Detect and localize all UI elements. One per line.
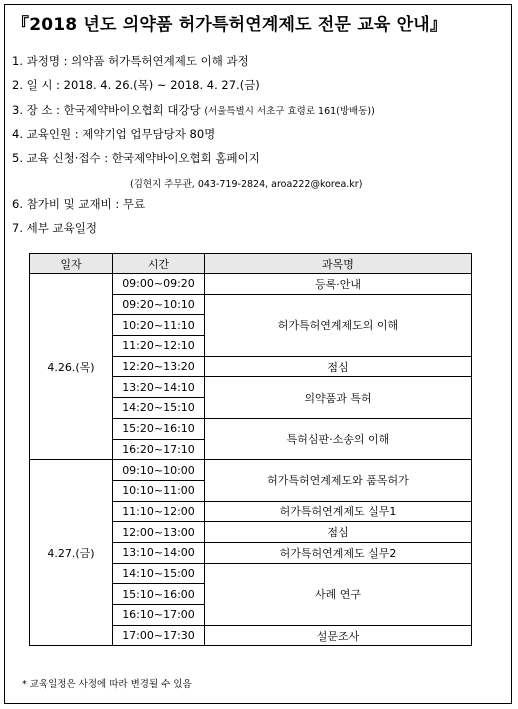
subject-cell: 허가특허연계제도 실무2 bbox=[205, 542, 472, 563]
course-audience: 4. 교육인원 : 제약기업 업무담당자 80명 bbox=[12, 127, 216, 141]
header-time: 시간 bbox=[113, 254, 205, 274]
subject-cell: 점심 bbox=[205, 522, 472, 543]
table-header-row bbox=[30, 254, 472, 274]
subject-cell: 허가특허연계제도 실무1 bbox=[205, 501, 472, 522]
time-cell: 15:20~16:10 bbox=[113, 418, 205, 439]
time-cell: 13:10~14:00 bbox=[113, 542, 205, 563]
subject-cell: 설문조사 bbox=[205, 625, 472, 646]
subject-cell: 허가특허연계제도의 이해 bbox=[205, 294, 472, 356]
subject-cell: 등록·안내 bbox=[205, 274, 472, 295]
schedule-table bbox=[29, 253, 472, 646]
header-date: 일자 bbox=[30, 254, 113, 274]
course-date: 2. 일 시 : 2018. 4. 26.(목) ~ 2018. 4. 27.(금) bbox=[12, 78, 260, 92]
time-cell: 10:20~11:10 bbox=[113, 315, 205, 336]
course-name: 1. 과정명 : 의약품 허가특허연계제도 이해 과정 bbox=[12, 54, 249, 68]
time-cell: 11:20~12:10 bbox=[113, 336, 205, 357]
document-title: 『2018 년도 의약품 허가특허연계제도 전문 교육 안내』 bbox=[12, 15, 448, 35]
header-subject: 과목명 bbox=[205, 254, 472, 274]
table-row bbox=[30, 274, 472, 295]
time-cell: 10:10~11:00 bbox=[113, 480, 205, 501]
time-cell: 16:10~17:00 bbox=[113, 605, 205, 626]
footnote: * 교육일정은 사정에 따라 변경될 수 있음 bbox=[22, 679, 192, 690]
time-cell: 09:00~09:20 bbox=[113, 274, 205, 295]
table-row bbox=[30, 460, 472, 481]
subject-cell: 허가특허연계제도와 품목허가 bbox=[205, 460, 472, 501]
subject-cell: 특허심판·소송의 이해 bbox=[205, 418, 472, 459]
time-cell: 11:10~12:00 bbox=[113, 501, 205, 522]
day-cell: 4.26.(목) bbox=[30, 274, 113, 460]
time-cell: 09:20~10:10 bbox=[113, 294, 205, 315]
course-fee: 6. 참가비 및 교재비 : 무료 bbox=[12, 197, 146, 211]
time-cell: 14:20~15:10 bbox=[113, 398, 205, 419]
course-place-address: (서울특별시 서초구 효령로 161(방배동)) bbox=[204, 106, 375, 117]
time-cell: 15:10~16:00 bbox=[113, 584, 205, 605]
course-apply: 5. 교육 신청·접수 : 한국제약바이오협회 홈페이지 bbox=[12, 151, 260, 165]
day-cell: 4.27.(금) bbox=[30, 460, 113, 646]
schedule-heading: 7. 세부 교육일정 bbox=[12, 221, 97, 235]
time-cell: 17:00~17:30 bbox=[113, 625, 205, 646]
course-place bbox=[12, 102, 375, 118]
contact-info: (김현지 주무관, 043-719-2824, aroa222@korea.kr) bbox=[130, 179, 363, 190]
subject-cell: 의약품과 특허 bbox=[205, 377, 472, 418]
time-cell: 14:10~15:00 bbox=[113, 563, 205, 584]
time-cell: 12:20~13:20 bbox=[113, 356, 205, 377]
subject-cell: 점심 bbox=[205, 356, 472, 377]
time-cell: 13:20~14:10 bbox=[113, 377, 205, 398]
time-cell: 16:20~17:10 bbox=[113, 439, 205, 460]
time-cell: 12:00~13:00 bbox=[113, 522, 205, 543]
subject-cell: 사례 연구 bbox=[205, 563, 472, 625]
time-cell: 09:10~10:00 bbox=[113, 460, 205, 481]
course-place-name: 3. 장 소 : 한국제약바이오협회 대강당 bbox=[12, 103, 201, 117]
